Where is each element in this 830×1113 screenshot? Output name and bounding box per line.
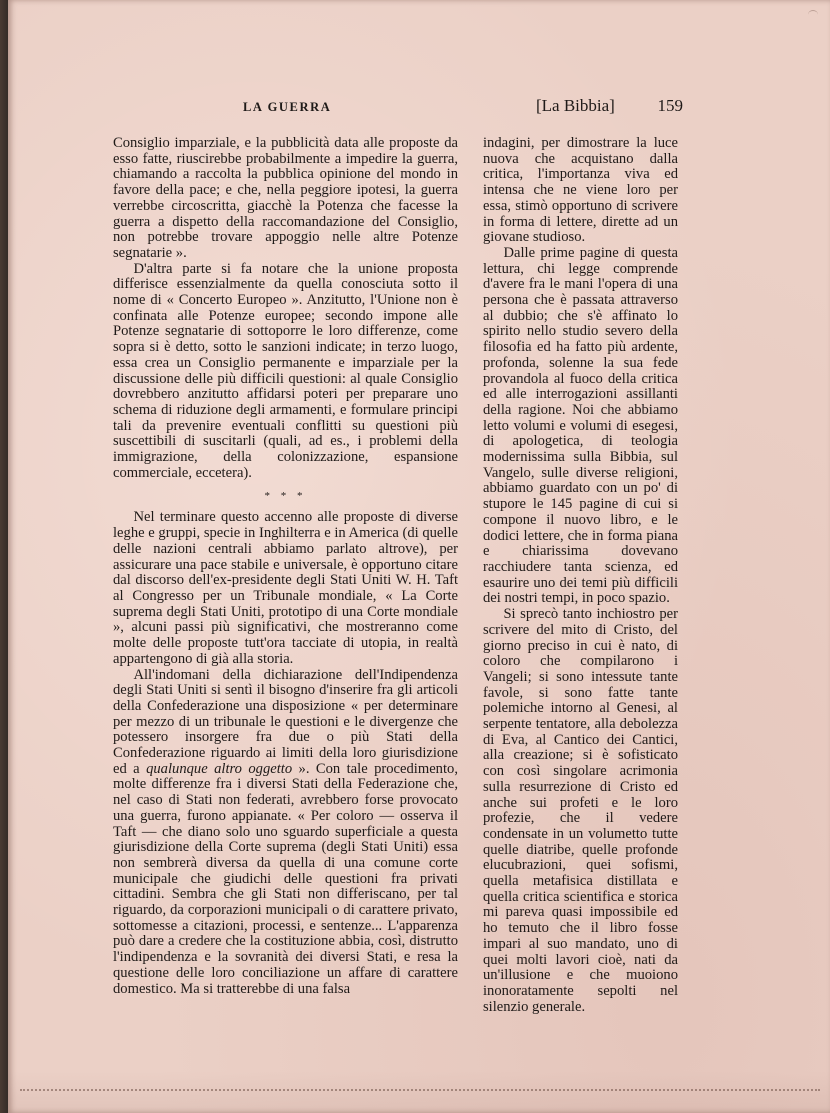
page-number: 159 bbox=[657, 96, 683, 115]
paragraph-text: ». Con tale procedimento, molte differenze fra i diversi Stati della Federazione che, nel caso di Stati non federati, avrebbero forse provocato una guerra, furono appianate. « Per coloro — osserva il Taft — che diano solo uno sguardo superficiale a questa giurisdizione della Corte suprema (degli Stati Uniti) essa non sembrerà diversa da quella di una comune corte municipale che giudichi delle questioni fra privati cittadini. Sembra che gli Stati non differiscano, per tal riguardo, da corporazioni municipali o di carattere privato, sottomesse a citazioni, processi, e sentenze... L'apparenza può dare a credere che la costituzione abbia, così, distrutto l'indipendenza e la sovranità dei diversi Stati, e resa la questione delle loro conciliazione un affare di carattere domestico. Ma si tratterebbe di una falsa bbox=[113, 760, 458, 997]
paragraph: Nel terminare questo accenno alle proposte di diverse leghe e gruppi, specie in Inghilterra e in America (di quelle delle nazioni centrali abbiamo parlato altrove), per assicurare una pace stabile e universale, è opportuno citare dal discorso dell'ex-presidente degli Stati Uniti W. H. Taft al Congresso per un Tribunale mondiale, « La Corte suprema degli Stati Uniti, prototipo di una Corte mondiale », alcuni passi più significativi, che mostreranno come molte delle proposte tutt'ora tacciate di utopia, in realtà appartengono di già alla storia. bbox=[113, 509, 458, 667]
section-title: [La Bibbia] bbox=[536, 96, 615, 115]
running-title: LA GUERRA bbox=[243, 100, 332, 114]
paragraph bbox=[113, 668, 458, 998]
page-bottom-shade bbox=[8, 1071, 830, 1113]
page-header bbox=[243, 96, 683, 120]
paragraph: Dalle prime pagine di questa lettura, chi legge comprende d'avere fra le mani l'opera di una persona che è passata attraverso al dubbio; che s'è affinato lo spirito nello studio severo della filosofia ed ha fatto più ardente, profonda, solenne la sua fede provandola al fuoco della critica ed alle interrogazioni assillanti della ragione. Noi che abbiamo letto volumi e volumi di esegesi, di apologetica, di teologia modernissima sulla Bibbia, sul Vangelo, sulle diverse religioni, abbiamo guardato con un po' di stupore le 145 pagine di cui si compone il nuovo libro, e le dodici lettere, che in forma piana e chiarissima dovevano racchiudere tanta scienza, ed esaurire uno dei temi più difficili dei nostri tempi, in poco spazio. bbox=[483, 244, 678, 607]
paragraph-text: All'indomani della dichiarazione dell'Indipendenza degli Stati Uniti si sentì il bisogno d'inserire fra gli articoli della Confederazione una disposizione « per determinare per mezzo di un tribunale le questioni e le divergenze che potessero insorgere fra due o più Stati della Confederazione riguardo ai limiti della loro giurisdizione ed a bbox=[113, 666, 458, 777]
paragraph: Si sprecò tanto inchiostro per scrivere del mito di Cristo, del giorno preciso in cui è nato, di coloro che compilarono i Vangeli; si sono intessute tante favole, si sono fatte tante polemiche intorno al Genesi, al serpente tentatore, alla debolezza di Eva, al Cantico dei Cantici, alla creazione; si è sofisticato con così singolare acrimonia sulla resurrezione di Cristo ed anche sui profeti e le loro profezie, che il vedere condensate in un volumetto tutte quelle diatribe, quelle profonde elucubrazioni, quei sofismi, quella metafisica distillata e quella critica scientifica e storica mi pareva quasi impossibile ed ho temuto che il libro fosse impari al suo mandato, uno di quei molti lavori cioè, nati da un'illusione e che muoiono inonoratamente sepolti nel silenzio generale. bbox=[483, 606, 678, 1015]
paragraph: Consiglio imparziale, e la pubblicità data alle proposte da esso fatte, riuscirebbe probabilmente a impedire la guerra, chiamando a raccolta la pubblica opinione del mondo in favore della pace; e che, nella peggiore ipotesi, la guerra verrebbe circoscritta, giacchè la Potenza che facesse la guerra a dispetto della raccomandazione del Consiglio, non potrebbe trovare appoggio nelle altre Potenze segnatarie ». bbox=[113, 135, 458, 261]
page-corner-mark bbox=[808, 10, 818, 19]
italic-phrase: qualunque altro oggetto bbox=[146, 760, 293, 777]
section-separator: * * * bbox=[264, 490, 307, 503]
right-column bbox=[483, 136, 678, 1015]
left-column bbox=[113, 136, 458, 997]
perforation-line bbox=[20, 1089, 820, 1091]
paragraph: indagini, per dimostrare la luce nuova che acquistano dalla critica, l'importanza viva ed intensa che ne viene loro per essa, stimò opportuno di scrivere in forma di lettere, dirette ad un giovane studioso. bbox=[483, 135, 678, 246]
paragraph: D'altra parte si fa notare che la unione proposta differisce essenzialmente da quella conosciuta sotto il nome di « Concerto Europeo ». Anzitutto, l'Unione non è confinata alle Potenze europee; secondo impone alle Potenze segnatarie di sottoporre le loro differenze, come sopra si è detto, sotto le sanzioni indicate; in terzo luogo, essa crea un Consiglio permanente e imparziale per la discussione delle più difficili questioni: al quale Consiglio dovrebbero anzitutto affidarsi poteri per preparare uno schema di riduzione degli armamenti, e formulare principi tali da prevenire eventuali conflitti su questioni più suscettibili di suscitarli (quali, ad es., i problemi della immigrazione, della colonizzazione, espansione commerciale, eccetera). bbox=[113, 260, 458, 481]
